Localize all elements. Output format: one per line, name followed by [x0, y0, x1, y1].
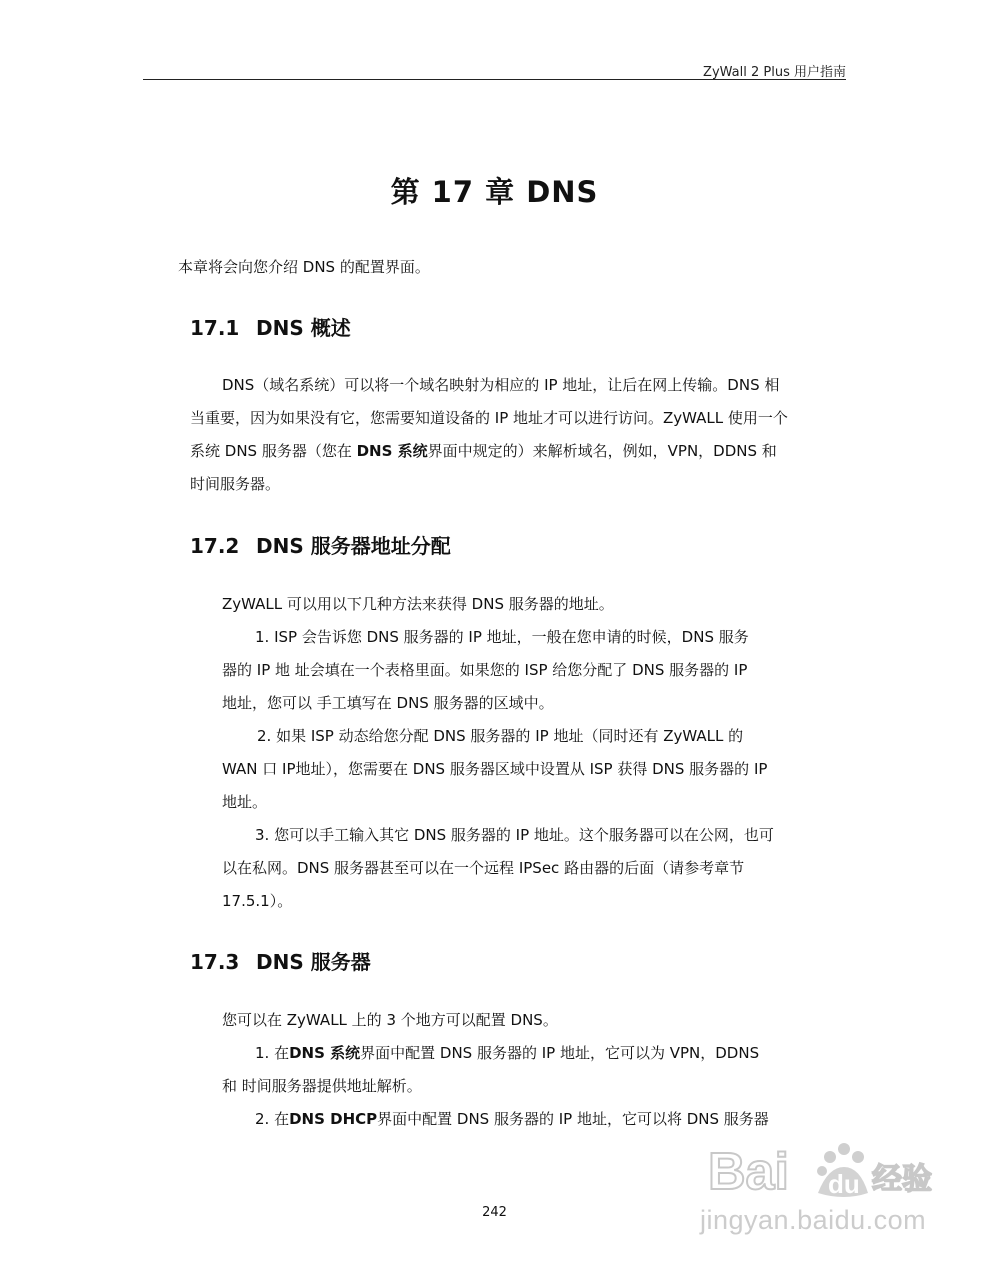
text-run: 1. 在: [255, 1044, 290, 1062]
list-item-line: 以在私网。DNS 服务器甚至可以在一个远程 IPSec 路由器的后面（请参考章节: [222, 859, 745, 877]
ui-term-dns-system: DNS 系统: [356, 442, 428, 460]
text-run: 界面中配置 DNS 服务器的 IP 地址，它可以为 VPN，DDNS: [360, 1044, 760, 1062]
chapter-title: 第 17 章 DNS: [390, 175, 599, 209]
list-item-line: [255, 1037, 759, 1070]
section-heading-17-3: [190, 946, 371, 975]
section-number: 17.1: [190, 316, 240, 340]
section-title: DNS 服务器地址分配: [256, 534, 451, 558]
section-title: DNS 服务器: [256, 950, 371, 974]
text-run: 界面中配置 DNS 服务器的 IP 地址，它可以将 DNS 服务器: [377, 1110, 769, 1128]
header-rule: [143, 79, 846, 80]
text-run: 界面中规定的）来解析域名，例如，VPN，DDNS 和: [427, 442, 777, 460]
list-item-line: 3. 您可以手工输入其它 DNS 服务器的 IP 地址。这个服务器可以在公网，也可: [255, 826, 774, 844]
paragraph-line: DNS（域名系统）可以将一个域名映射为相应的 IP 地址，让后在网上传输。DNS 相: [222, 376, 780, 394]
watermark-url: jingyan.baidu.com: [700, 1205, 927, 1235]
list-item-line: 1. ISP 会告诉您 DNS 服务器的 IP 地址，一般在您申请的时候，DNS 服务: [255, 628, 749, 646]
baidu-watermark: [700, 1135, 940, 1245]
svg-text:Bai: Bai: [708, 1143, 789, 1201]
chapter-intro: 本章将会向您介绍 DNS 的配置界面。: [178, 258, 430, 276]
running-header: ZyWall 2 Plus 用户指南: [703, 65, 846, 80]
paragraph-line: 时间服务器。: [190, 475, 281, 493]
list-item-line: 17.5.1）。: [222, 892, 293, 910]
paragraph-line: 当重要，因为如果没有它，您需要知道设备的 IP 地址才可以进行访问。ZyWALL 使用一个: [190, 409, 788, 427]
list-item-line: 2. 如果 ISP 动态给您分配 DNS 服务器的 IP 地址（同时还有 ZyWALL 的: [257, 727, 744, 745]
section-number: 17.2: [190, 534, 240, 558]
text-run: 2. 在: [255, 1110, 290, 1128]
list-item-line: WAN 口 IP地址），您需要在 DNS 服务器区域中设置从 ISP 获得 DNS 服务器的 IP: [222, 760, 768, 778]
section-heading-17-1: [190, 312, 351, 341]
section-heading-17-2: [190, 530, 451, 559]
paragraph-line: ZyWALL 可以用以下几种方法来获得 DNS 服务器的地址。: [222, 595, 614, 613]
paragraph-line: 您可以在 ZyWALL 上的 3 个地方可以配置 DNS。: [222, 1011, 558, 1029]
list-item-line: 地址。: [222, 793, 268, 811]
section-number: 17.3: [190, 950, 240, 974]
section-title: DNS 概述: [256, 316, 351, 340]
list-item-line: [255, 1103, 769, 1136]
text-run: 系统 DNS 服务器（您在: [190, 442, 357, 460]
ui-term-dns-dhcp: DNS DHCP: [289, 1110, 378, 1128]
list-item-line: 地址，您可以 手工填写在 DNS 服务器的区域中。: [222, 694, 554, 712]
svg-text:经验: 经验: [872, 1162, 932, 1197]
paragraph-line: [190, 435, 777, 468]
ui-term-dns-system: DNS 系统: [289, 1044, 361, 1062]
svg-text:du: du: [828, 1169, 860, 1199]
list-item-line: 器的 IP 地 址会填在一个表格里面。如果您的 ISP 给您分配了 DNS 服务器的 IP: [222, 661, 748, 679]
page-number: 242: [482, 1205, 507, 1220]
baidu-jingyan-logo: [700, 1135, 940, 1205]
list-item-line: 和 时间服务器提供地址解析。: [222, 1077, 422, 1095]
